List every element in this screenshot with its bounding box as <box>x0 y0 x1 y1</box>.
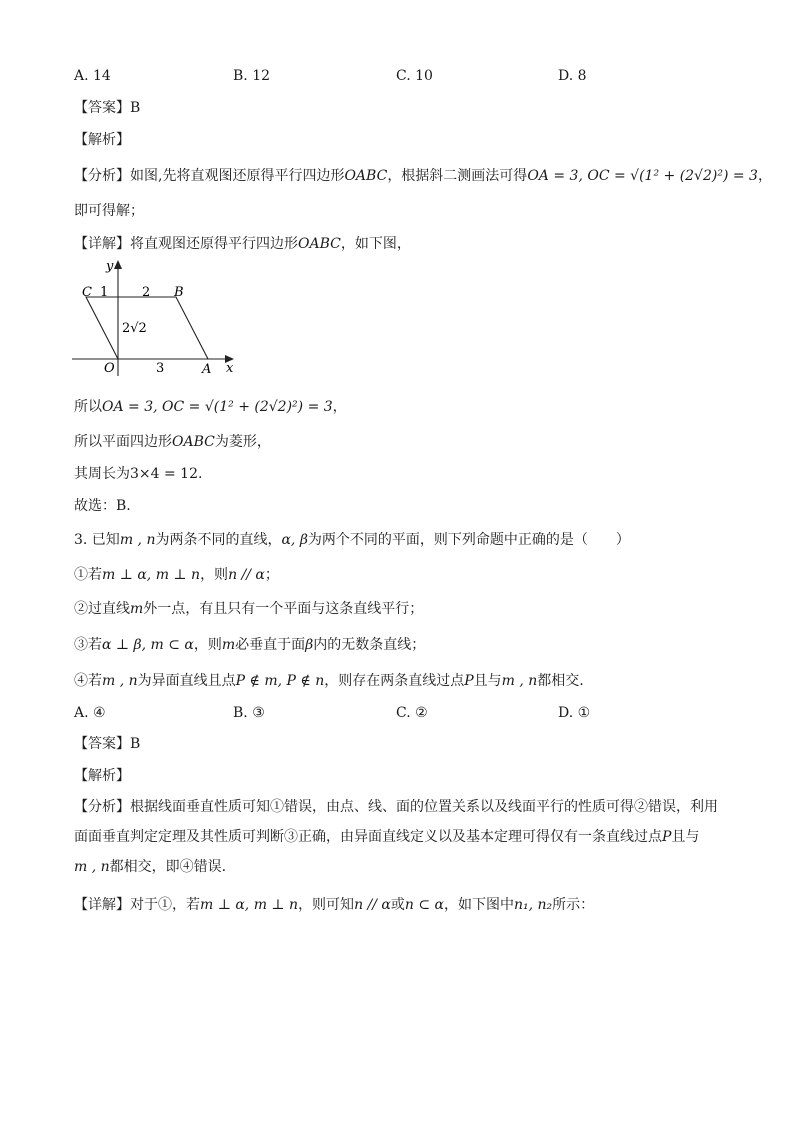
text: ，如下图中 <box>443 897 514 913</box>
punctuation: ； <box>264 567 279 583</box>
text: 所示： <box>552 897 595 913</box>
text: 其周长为 <box>74 466 130 482</box>
detail-text: 将直观图还原得平行四边形 <box>130 236 298 252</box>
formula: m <box>130 601 144 617</box>
text: ，则存在两条直线过点 <box>324 673 465 689</box>
formula: m <box>221 637 236 653</box>
q3-answer: 【答案】B <box>74 736 141 752</box>
punctuation: ， <box>332 399 347 415</box>
quadrilateral-name: OABC <box>298 236 341 252</box>
vertex-a-label: A <box>202 362 212 377</box>
detail-text: ，如下图， <box>340 236 411 252</box>
q3-statement-4 <box>74 671 584 691</box>
text: ①若 <box>74 567 102 583</box>
option-d: D. 8 <box>558 68 587 84</box>
formula: m , n <box>74 859 110 875</box>
x-axis-label: x <box>226 361 234 376</box>
formula: α, β <box>281 532 308 548</box>
punctuation: ， <box>757 168 772 184</box>
choice-line: 故选：B. <box>74 498 131 514</box>
vertex-c-label: C <box>82 285 92 300</box>
parallelogram-figure <box>66 256 246 380</box>
q3-analysis-heading: 【解析】 <box>74 768 130 784</box>
segment-label-2: 2 <box>142 285 151 300</box>
q3-detail-line <box>74 895 594 915</box>
analysis-text: 如图,先将直观图还原得平行四边形 <box>130 168 345 184</box>
option-a: A. 14 <box>74 68 111 84</box>
y-axis-arrow <box>114 260 122 269</box>
formula: m ⊥ α, m ⊥ n <box>200 897 299 913</box>
q3-stem <box>74 530 630 550</box>
q3-statement-2 <box>74 599 423 619</box>
text: ，则可知 <box>298 897 355 913</box>
analysis-heading: 【解析】 <box>74 132 130 148</box>
text: ，则 <box>200 567 229 583</box>
formula: P <box>464 673 474 689</box>
text: 且与 <box>671 829 700 845</box>
q3-statement-1 <box>74 565 279 585</box>
text: 所以平面四边形 <box>74 434 172 450</box>
formula: m , n <box>501 673 538 689</box>
perimeter-line <box>74 464 202 484</box>
text: 且与 <box>473 673 502 689</box>
text: 3. 已知 <box>74 532 120 548</box>
text: 【详解】对于①，若 <box>74 897 200 913</box>
text: 必垂直于面 <box>235 637 306 653</box>
detail-line <box>74 234 411 254</box>
text: 为两条不同的直线， <box>155 532 282 548</box>
text: ④若 <box>74 673 102 689</box>
q3-option-d: D. ① <box>558 705 591 721</box>
formula: n ⊂ α <box>404 897 444 913</box>
text: 所以 <box>74 399 102 415</box>
q3-option-c: C. ② <box>396 705 428 721</box>
text: ②过直线 <box>74 601 130 617</box>
q3-analysis-line-3 <box>74 857 226 877</box>
formula: m , n <box>102 673 138 689</box>
analysis-text: ，根据斜二测画法可得 <box>387 168 528 184</box>
q3-analysis-line-1: 【分析】根据线面垂直性质可知①错误，由点、线、面的位置关系以及线面平行的性质可得②错误，利用 <box>74 799 718 815</box>
punctuation: . <box>198 466 203 482</box>
parallelogram-outline <box>86 297 208 359</box>
analysis-line-2: 即可得解； <box>74 203 144 219</box>
formula: n₁, n₂ <box>513 897 553 913</box>
text: 或 <box>390 897 405 913</box>
formula: OA = 3, OC = √(1² + (2√2)²) = 3 <box>102 399 333 415</box>
vertex-o-label: O <box>104 361 115 376</box>
option-c: C. 10 <box>396 68 433 84</box>
vertex-b-label: B <box>174 285 184 300</box>
option-b: B. 12 <box>233 68 271 84</box>
text: 为两个不同的平面，则下列命题中正确的是（ ） <box>307 532 630 548</box>
text: ③若 <box>74 637 102 653</box>
text: 为异面直线且点 <box>137 673 236 689</box>
formula: m , n <box>119 532 156 548</box>
formula: OA = 3, OC = √(1² + (2√2)²) = 3 <box>527 168 758 184</box>
text: 内的无数条直线； <box>313 637 426 653</box>
segment-label-1: 1 <box>100 285 109 300</box>
text: 都相交，即④错误. <box>109 859 227 875</box>
formula: β <box>305 637 314 653</box>
formula: 3×4 = 12 <box>130 466 198 482</box>
detail-label: 【详解】 <box>74 236 130 252</box>
so-line-1 <box>74 397 347 417</box>
text: 为菱形， <box>214 434 271 450</box>
quadrilateral-name: OABC <box>172 434 215 450</box>
q3-option-a: A. ④ <box>74 705 106 721</box>
q3-statement-3 <box>74 635 425 655</box>
analysis-label: 【分析】 <box>74 168 130 184</box>
formula: P ∉ m, P ∉ n <box>235 673 325 689</box>
so-line-2 <box>74 432 271 452</box>
y-axis-label: y <box>106 259 114 274</box>
text: 面面垂直判定定理及其性质可判断③正确，由异面直线定义以及基本定理可得仅有一条直线过点 <box>74 829 662 845</box>
text: ，则 <box>193 637 222 653</box>
analysis-line <box>74 166 772 186</box>
height-label: 2√2 <box>122 321 147 336</box>
text: 外一点，有且只有一个平面与这条直线平行； <box>143 601 424 617</box>
text: 都相交. <box>537 673 584 689</box>
q3-analysis-line-2 <box>74 827 699 847</box>
formula: P <box>662 829 672 845</box>
formula: n // α <box>228 567 265 583</box>
formula: m ⊥ α, m ⊥ n <box>102 567 201 583</box>
quadrilateral-name: OABC <box>344 168 388 184</box>
q3-option-b: B. ③ <box>233 705 265 721</box>
formula: n // α <box>354 897 391 913</box>
answer-line: 【答案】B <box>74 100 141 116</box>
segment-label-3: 3 <box>156 361 165 376</box>
formula: α ⊥ β, m ⊂ α <box>102 637 194 653</box>
